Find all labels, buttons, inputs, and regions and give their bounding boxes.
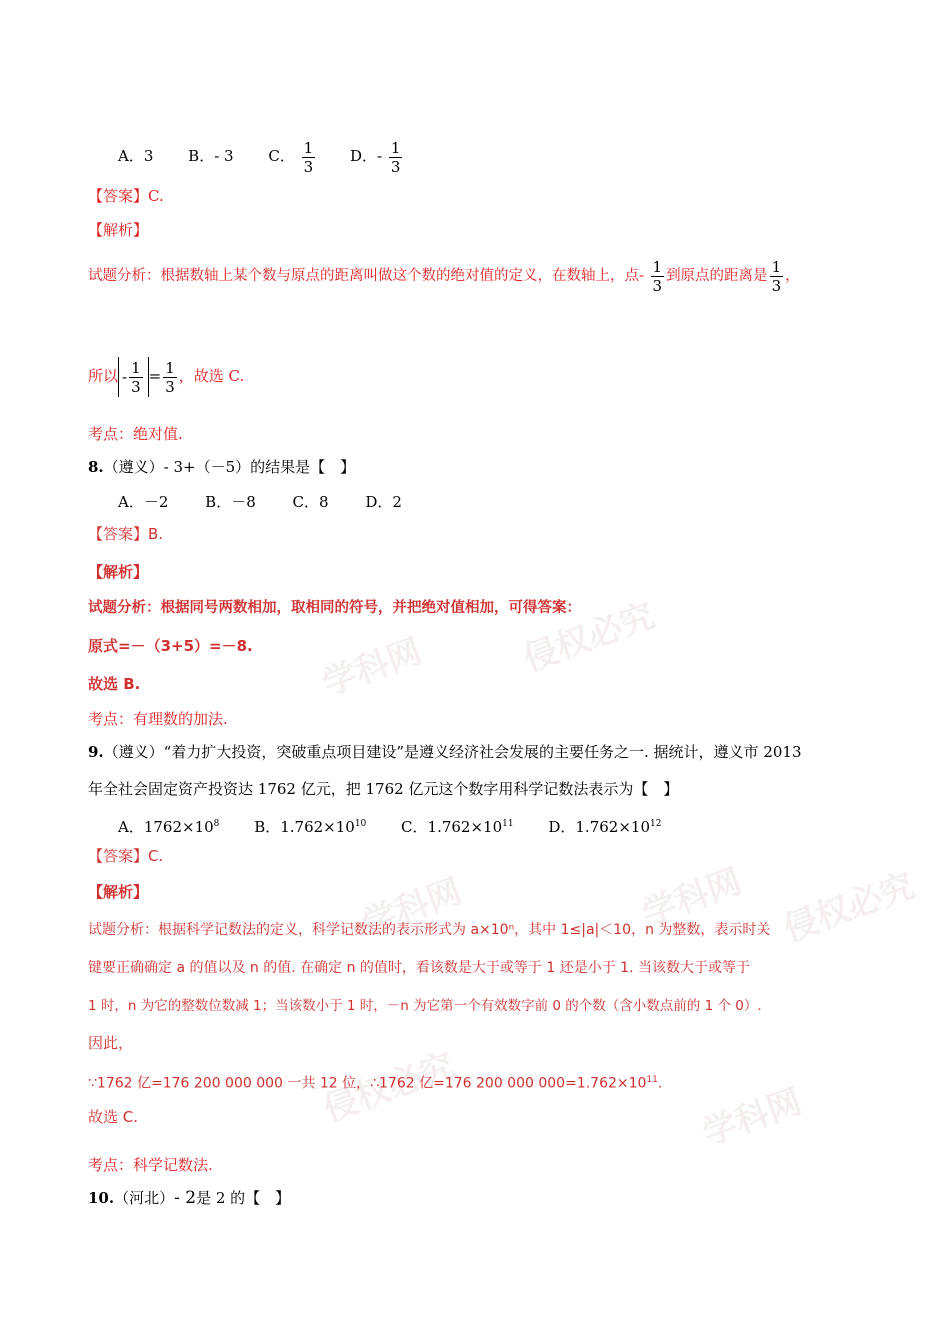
q8-option-a: A．－2	[118, 493, 169, 511]
q7-therefore: 所以 - $\frac{1}{3}$ = $\frac{1}{3}$ ，故选 C.	[88, 358, 245, 396]
q8-option-b: B．－8	[205, 493, 256, 511]
q9-analysis-5: ∵1762 亿=176 200 000 000 一共 12 位，∴1762 亿=176 200 000 $000=1.762\times 10^{11}$.	[88, 1075, 663, 1092]
q7-kaodian: 考点：绝对值.	[88, 425, 183, 443]
q9-analysis-label: 【解析】	[88, 883, 149, 901]
q10-stem: 10.（河北）- 2是 2 的【 】	[88, 1188, 291, 1208]
watermark: 侵权必究	[778, 865, 920, 950]
q9-stem-1: 9.（遵义）“着力扩大投资，突破重点项目建设”是遵义经济社会发展的主要任务之一. 据统计，遵义市 2013	[88, 743, 802, 761]
watermark: 学科网	[317, 631, 427, 705]
watermark: 侵权必究	[518, 595, 660, 680]
q7-analysis-text: 试题分析：根据数轴上某个数与原点的距离叫做这个数的绝对值的定义，在数轴上，点- $\frac{1}{3}$ 到原点的距离是 $\frac{1}{3}$ ，	[88, 257, 800, 295]
q8-option-c: C．8	[292, 493, 329, 511]
q9-analysis-2: 键要正确确定 a 的值以及 n 的值. 在确定 n 的值时，看该数是大于或等于 1 还是小于 1. 当该数大于或等于	[88, 960, 750, 976]
q9-option-c: C．$1.762\times 10^{11}$	[401, 818, 514, 836]
q8-kaodian: 考点：有理数的加法.	[88, 710, 228, 728]
q8-option-d: D．2	[365, 493, 402, 511]
watermark: 学科网	[357, 871, 467, 945]
q9-options	[118, 814, 661, 837]
q7-option-c: C． $\frac{1}{3}$	[268, 138, 314, 176]
watermark: 侵权必究	[318, 1045, 460, 1130]
q9-analysis-3: 1 时，n 为它的整数位数减 1；当该数小于 1 时，－n 为它第一个有效数字前 0 的个数（含小数点前的 1 个 0）.	[88, 998, 762, 1014]
q9-answer: 【答案】C.	[88, 847, 164, 865]
q7-analysis-label: 【解析】	[88, 221, 149, 239]
q8-analysis-label: 【解析】	[88, 563, 149, 581]
q8-analysis-2: 原式=－（3+5）=－8.	[88, 637, 253, 655]
q9-option-b: B．$1.762\times 10^{10}$	[254, 818, 367, 836]
q9-option-d: D．$1.762\times 10^{12}$	[548, 818, 662, 836]
q7-option-b: B．- 3	[188, 147, 234, 165]
q7-options	[118, 138, 404, 176]
q8-options	[118, 492, 402, 512]
q9-stem-2: 年全社会固定资产投资达 1762 亿元，把 1762 亿元这个数字用科学记数法表示为【 】	[88, 780, 679, 798]
q7-option-d: D．- $\frac{1}{3}$	[349, 138, 401, 176]
q8-stem: 8.（遵义）- 3+（－5）的结果是【 】	[88, 458, 356, 476]
q8-analysis-3: 故选 B.	[88, 675, 141, 693]
q7-option-a: A．3	[118, 147, 154, 165]
watermark: 学科网	[637, 861, 747, 935]
q9-analysis-4: 因此，	[88, 1034, 134, 1052]
q9-analysis-6: 故选 C.	[88, 1108, 139, 1126]
q7-answer: 【答案】C.	[88, 187, 164, 205]
q9-option-a: A．$1762\times 10^8$	[118, 818, 220, 836]
q9-kaodian: 考点：科学记数法.	[88, 1156, 213, 1174]
watermark: 学科网	[697, 1081, 807, 1155]
q9-analysis-1: 试题分析：根据科学记数法的定义，科学记数法的表示形式为 a×10ⁿ，其中 1≤|a|＜10，n 为整数，表示时关	[88, 922, 771, 938]
q8-analysis-1: 试题分析：根据同号两数相加，取相同的符号，并把绝对值相加，可得答案：	[88, 600, 581, 616]
q8-answer: 【答案】B.	[88, 525, 164, 543]
